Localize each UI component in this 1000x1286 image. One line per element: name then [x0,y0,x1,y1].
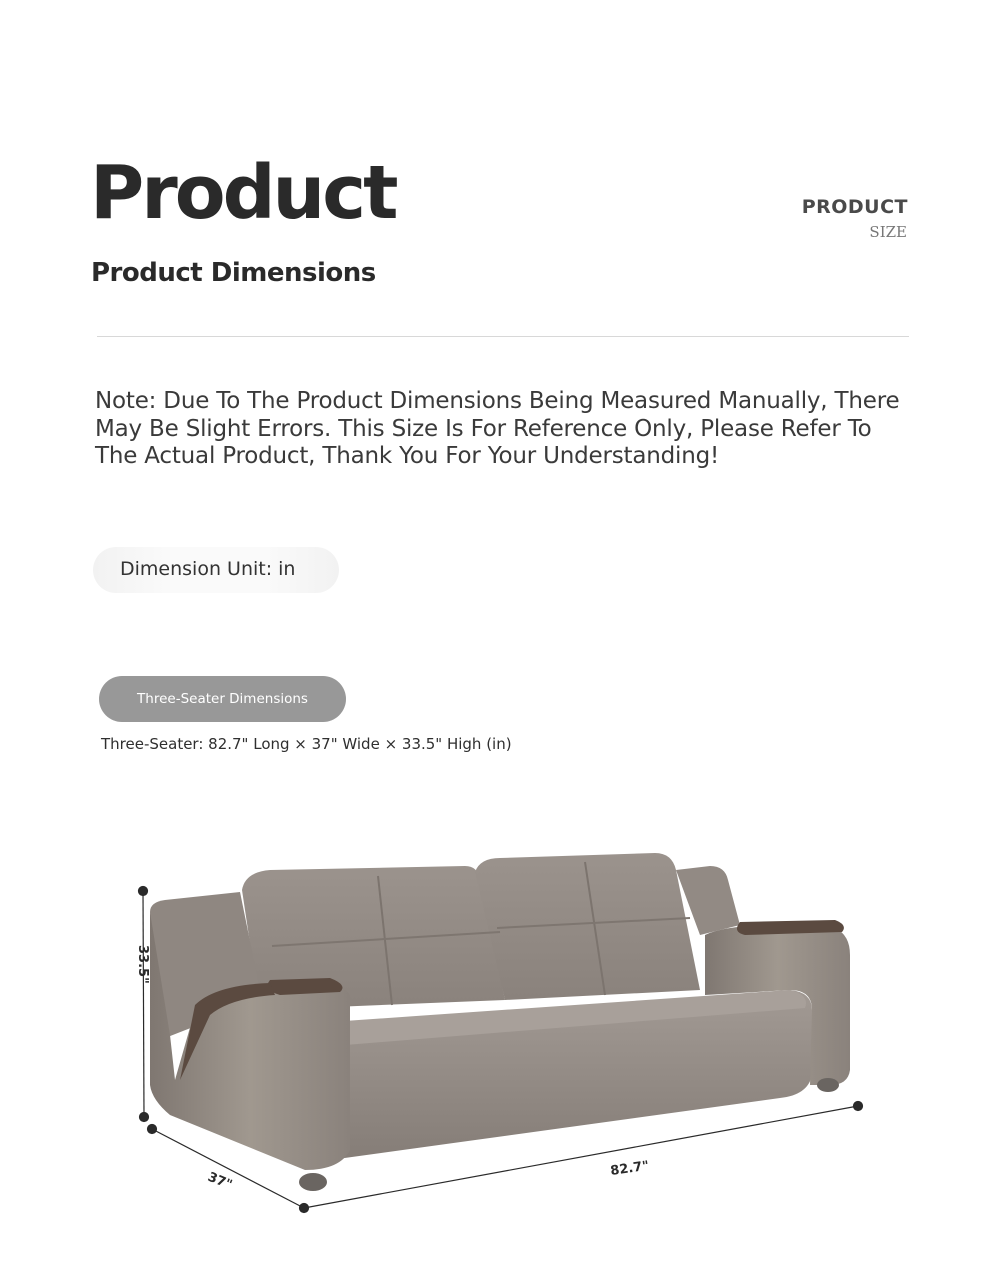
sofa-illustration [150,853,850,1194]
page-title: Product [90,150,396,236]
corner-marker [300,1204,309,1213]
length-end-marker [854,1102,863,1111]
height-label: 33.5" [135,945,150,984]
length-label: 82.7" [609,1158,651,1179]
divider [97,336,909,337]
three-seater-spec: Three-Seater: 82.7" Long × 37" Wide × 33.5" High (in) [101,735,512,753]
width-start-marker [148,1125,157,1134]
sofa-dimension-figure [0,800,1000,1286]
height-top-marker [139,887,148,896]
width-label: 37" [205,1169,235,1194]
brand-label-product: PRODUCT [801,196,908,218]
unit-label: Dimension Unit: in [120,558,296,580]
height-bottom-marker [140,1113,149,1122]
three-seater-dimensions-button[interactable]: Three-Seater Dimensions [99,676,346,722]
measurement-note: Note: Due To The Product Dimensions Being Measured Manually, There May Be Slight Errors. This Size Is For Reference Only, Please Refer To The Actual Product, Thank You For Your Understanding! [95,388,900,469]
section-subtitle: Product Dimensions [91,258,376,288]
brand-label-size: SIZE [869,223,907,241]
